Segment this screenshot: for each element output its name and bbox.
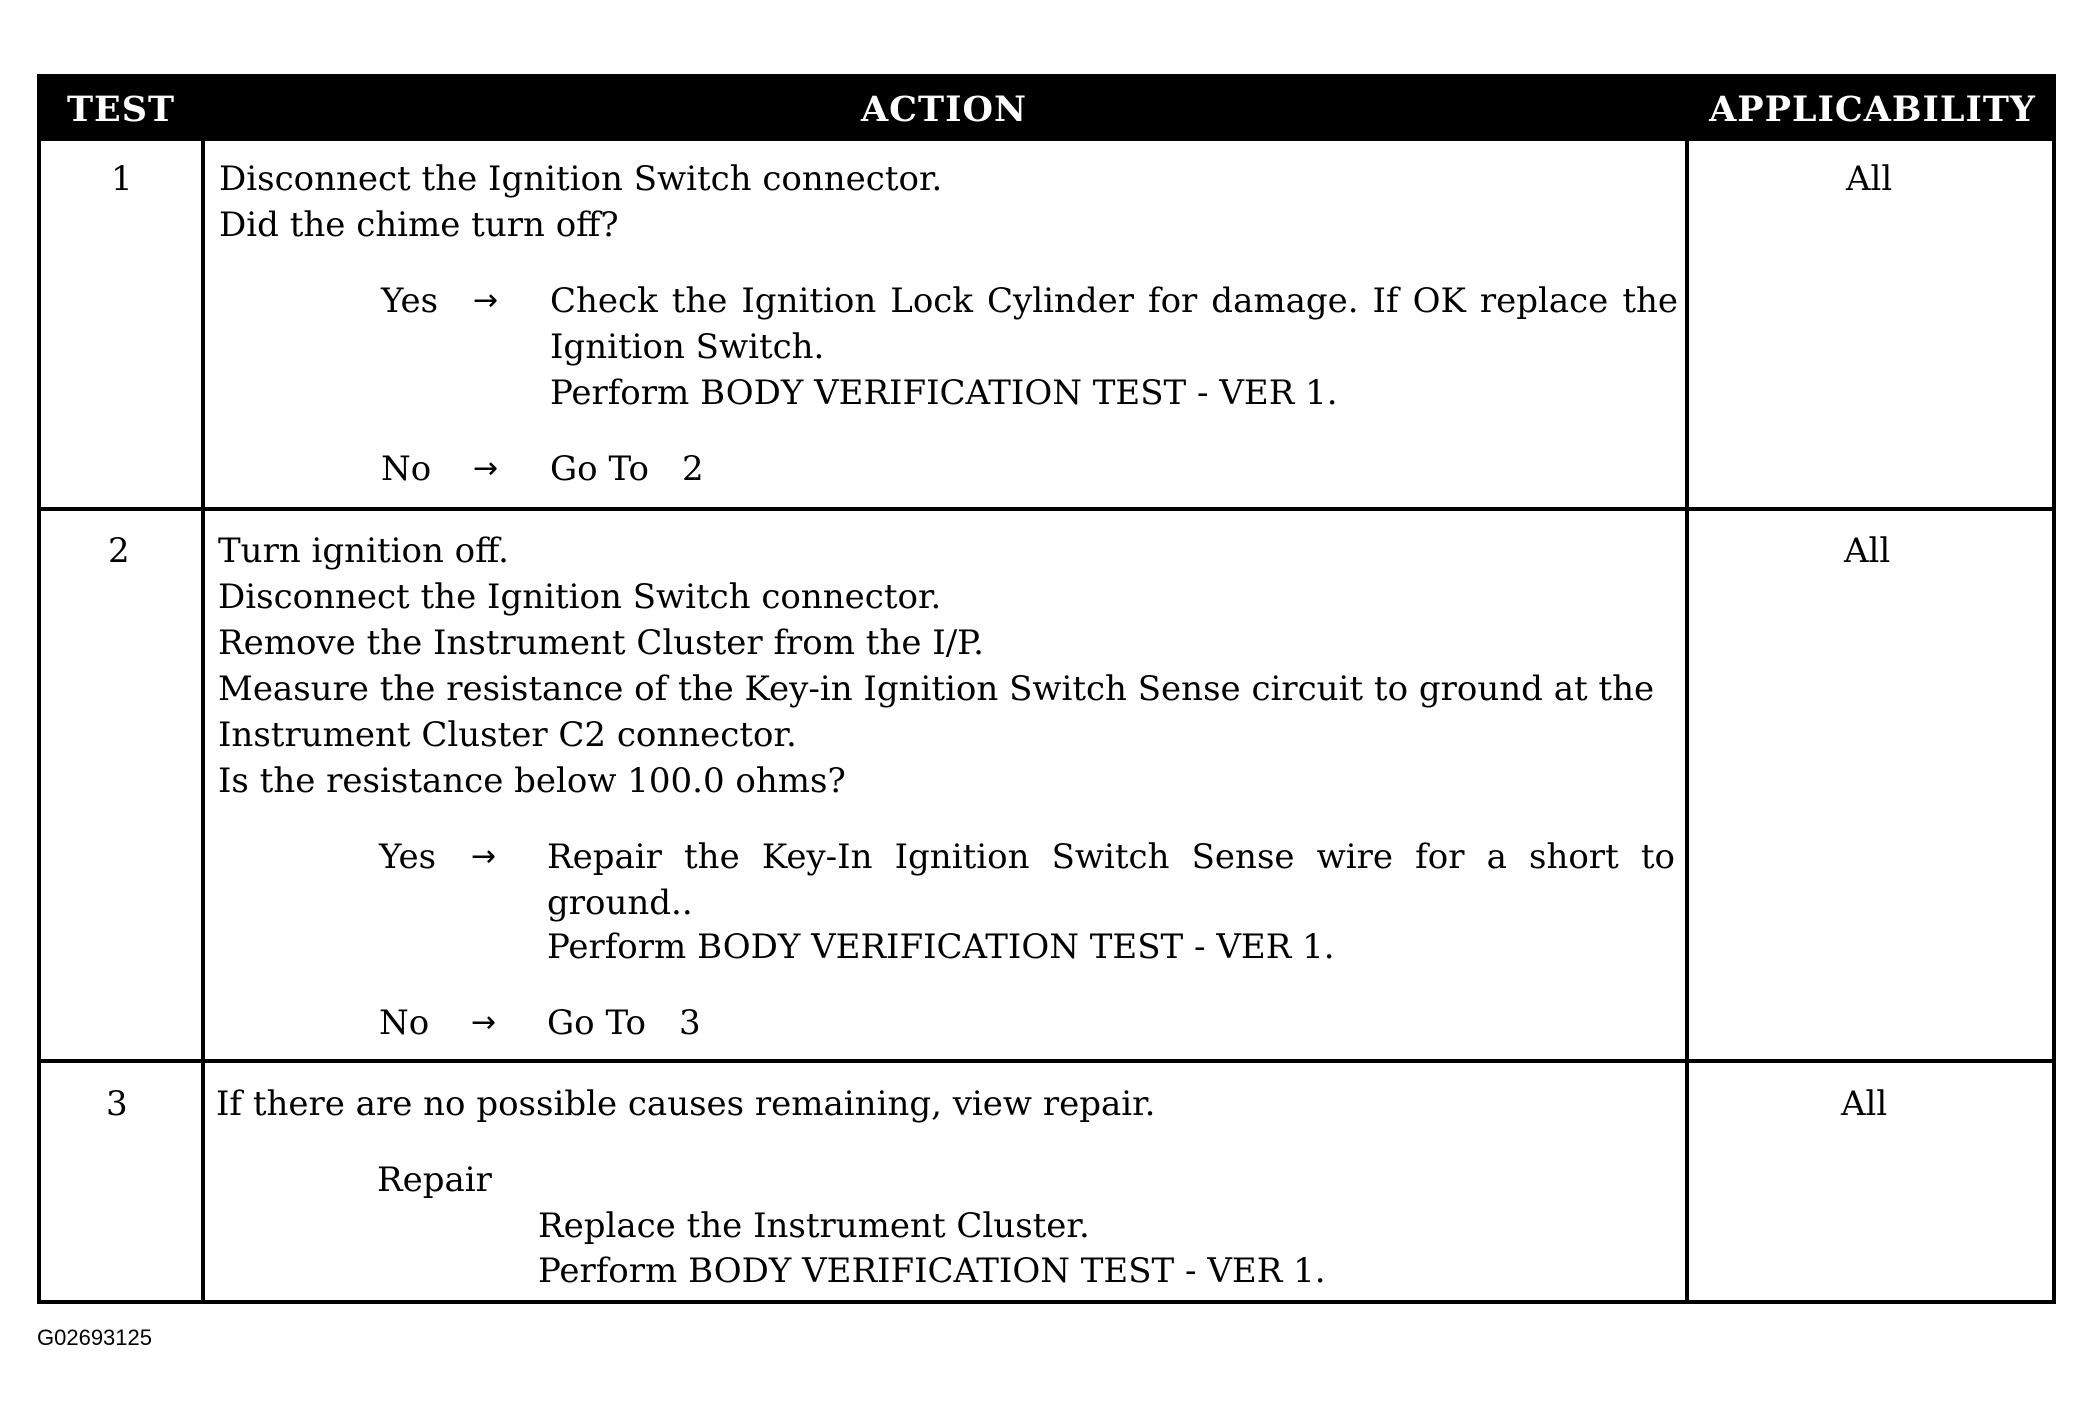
table-header bbox=[41, 78, 2052, 141]
repair-line: Perform BODY VERIFICATION TEST - VER 1. bbox=[538, 1251, 1326, 1291]
yes-action: Repair the Key-In Ignition Switch Sense wire for a short to ground.. bbox=[547, 837, 1675, 923]
diagnostic-test-table bbox=[37, 74, 2056, 1304]
goto-label: Go To bbox=[550, 449, 649, 489]
header-applicability: APPLICABILITY bbox=[1709, 89, 2036, 130]
action-line: Remove the Instrument Cluster from the I/P. bbox=[218, 623, 984, 663]
action-line: Did the chime turn off? bbox=[219, 205, 619, 245]
applicability-value: All bbox=[1846, 159, 1893, 199]
goto-target: 3 bbox=[679, 1003, 701, 1043]
column-divider-test bbox=[201, 141, 205, 1304]
action-line: Instrument Cluster C2 connector. bbox=[218, 715, 797, 755]
goto-label: Go To bbox=[547, 1003, 646, 1043]
column-divider-applicability bbox=[1685, 141, 1689, 1304]
header-test: TEST bbox=[66, 89, 176, 130]
test-number: 2 bbox=[108, 531, 130, 571]
goto-target: 2 bbox=[682, 449, 704, 489]
arrow-icon: → bbox=[473, 283, 499, 318]
test-number: 1 bbox=[111, 159, 133, 199]
arrow-icon: → bbox=[471, 839, 497, 874]
action-line: Turn ignition off. bbox=[218, 531, 509, 571]
applicability-value: All bbox=[1841, 1084, 1888, 1124]
header-action: ACTION bbox=[861, 89, 1027, 130]
action-line: If there are no possible causes remaining, view repair. bbox=[216, 1084, 1156, 1124]
arrow-icon: → bbox=[471, 1005, 497, 1040]
repair-label: Repair bbox=[377, 1160, 492, 1200]
yes-action: Check the Ignition Lock Cylinder for damage. If OK replace the Ignition Switch. bbox=[550, 281, 1678, 367]
yes-label: Yes bbox=[379, 837, 437, 877]
action-line: Disconnect the Ignition Switch connector. bbox=[218, 577, 942, 617]
applicability-value: All bbox=[1844, 531, 1891, 571]
action-line: Is the resistance below 100.0 ohms? bbox=[218, 761, 846, 801]
no-label: No bbox=[379, 1003, 430, 1043]
no-label: No bbox=[381, 449, 432, 489]
test-number: 3 bbox=[106, 1084, 128, 1124]
arrow-icon: → bbox=[473, 451, 499, 486]
repair-line: Replace the Instrument Cluster. bbox=[538, 1206, 1090, 1246]
yes-label: Yes bbox=[381, 281, 439, 321]
yes-action-verify: Perform BODY VERIFICATION TEST - VER 1. bbox=[547, 927, 1335, 967]
action-line: Disconnect the Ignition Switch connector. bbox=[219, 159, 943, 199]
row-divider-1 bbox=[41, 507, 2052, 511]
figure-id: G02693125 bbox=[37, 1325, 152, 1350]
action-line: Measure the resistance of the Key-in Ignition Switch Sense circuit to ground at the bbox=[218, 669, 1655, 709]
yes-action-verify: Perform BODY VERIFICATION TEST - VER 1. bbox=[550, 373, 1338, 413]
row-divider-2 bbox=[41, 1059, 2052, 1063]
